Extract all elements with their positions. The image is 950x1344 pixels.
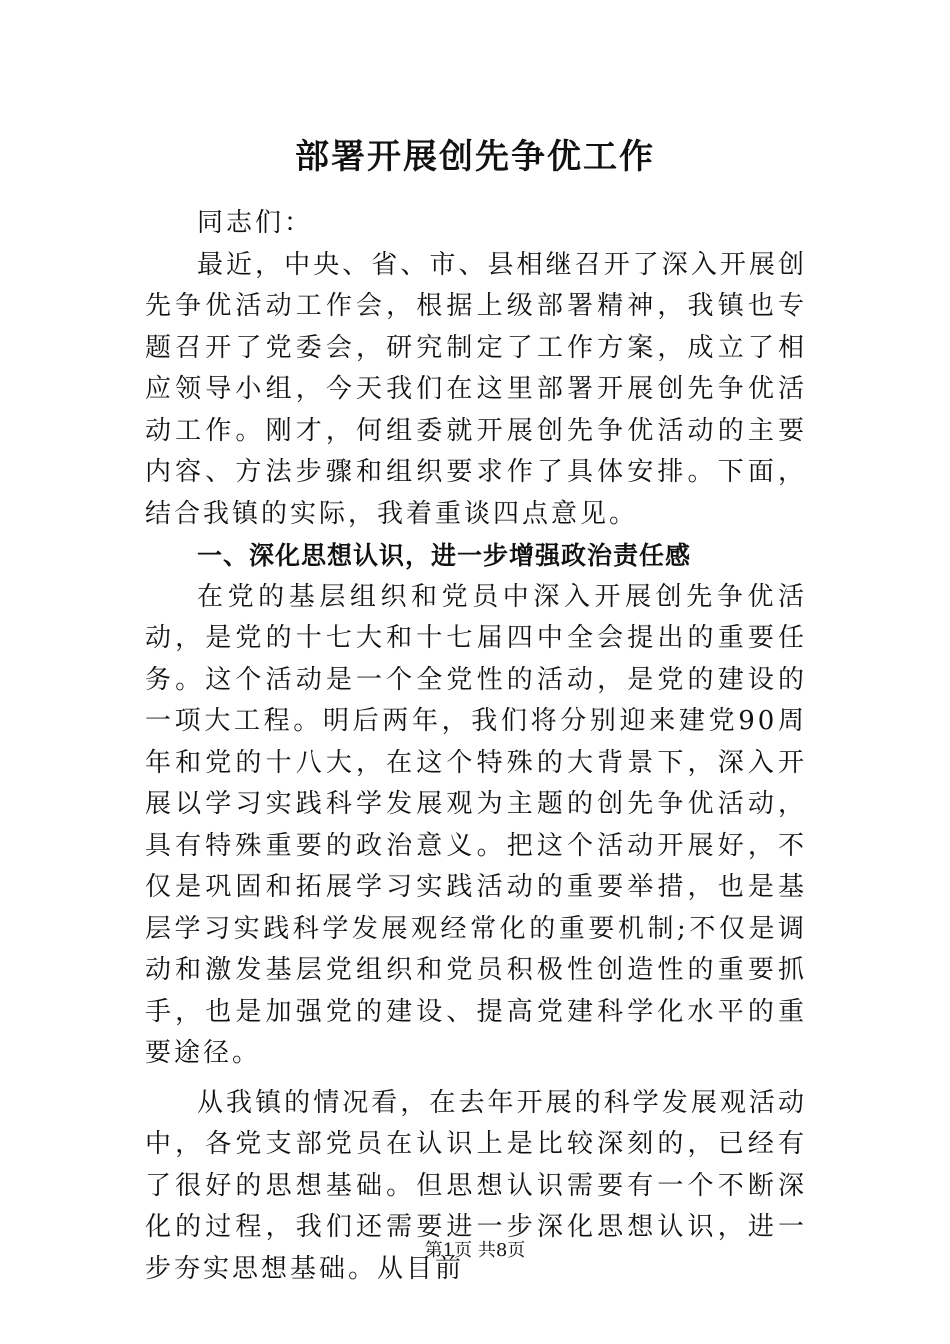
paragraph: 最近，中央、省、市、县相继召开了深入开展创先争优活动工作会，根据上级部署精神，我镇也专题召开了党委会，研究制定了工作方案，成立了相应领导小组，今天我们在这里部署开展创先争优活动工作。刚才，何组委就开展创先争优活动的主要内容、方法步骤和组织要求作了具体安排。下面，结合我镇的实际，我着重谈四点意见。 (145, 249, 807, 529)
salutation: 同志们： (197, 208, 314, 238)
document-title: 部署开展创先争优工作 (295, 137, 655, 177)
section-heading: 一、深化思想认识，进一步增强政治责任感 (197, 541, 692, 570)
paragraph: 在党的基层组织和党员中深入开展创先争优活动，是党的十七大和十七届四中全会提出的重要任务。这个活动是一个全党性的活动，是党的建设的一项大工程。明后两年，我们将分别迎来建党90周年和党的十八大，在这个特殊的大背景下，深入开展以学习实践科学发展观为主题的创先争优活动，具有特殊重要的政治意义。把这个活动开展好，不仅是巩固和拓展学习实践活动的重要举措，也是基层学习实践科学发展观经常化的重要机制;不仅是调动和激发基层党组织和党员积极性创造性的重要抓手，也是加强党的建设、提高党建科学化水平的重要途径。 (145, 581, 807, 1068)
page-footer: 第1页 共8页 (424, 1240, 526, 1261)
document-body (145, 203, 807, 1290)
paragraph: 从我镇的情况看，在去年开展的科学发展观活动中，各党支部党员在认识上是比较深刻的，已经有了很好的思想基础。但思想认识需要有一个不断深化的过程，我们还需要进一步深化思想认识，进一步夯实思想基础。从目前 (145, 1087, 807, 1284)
